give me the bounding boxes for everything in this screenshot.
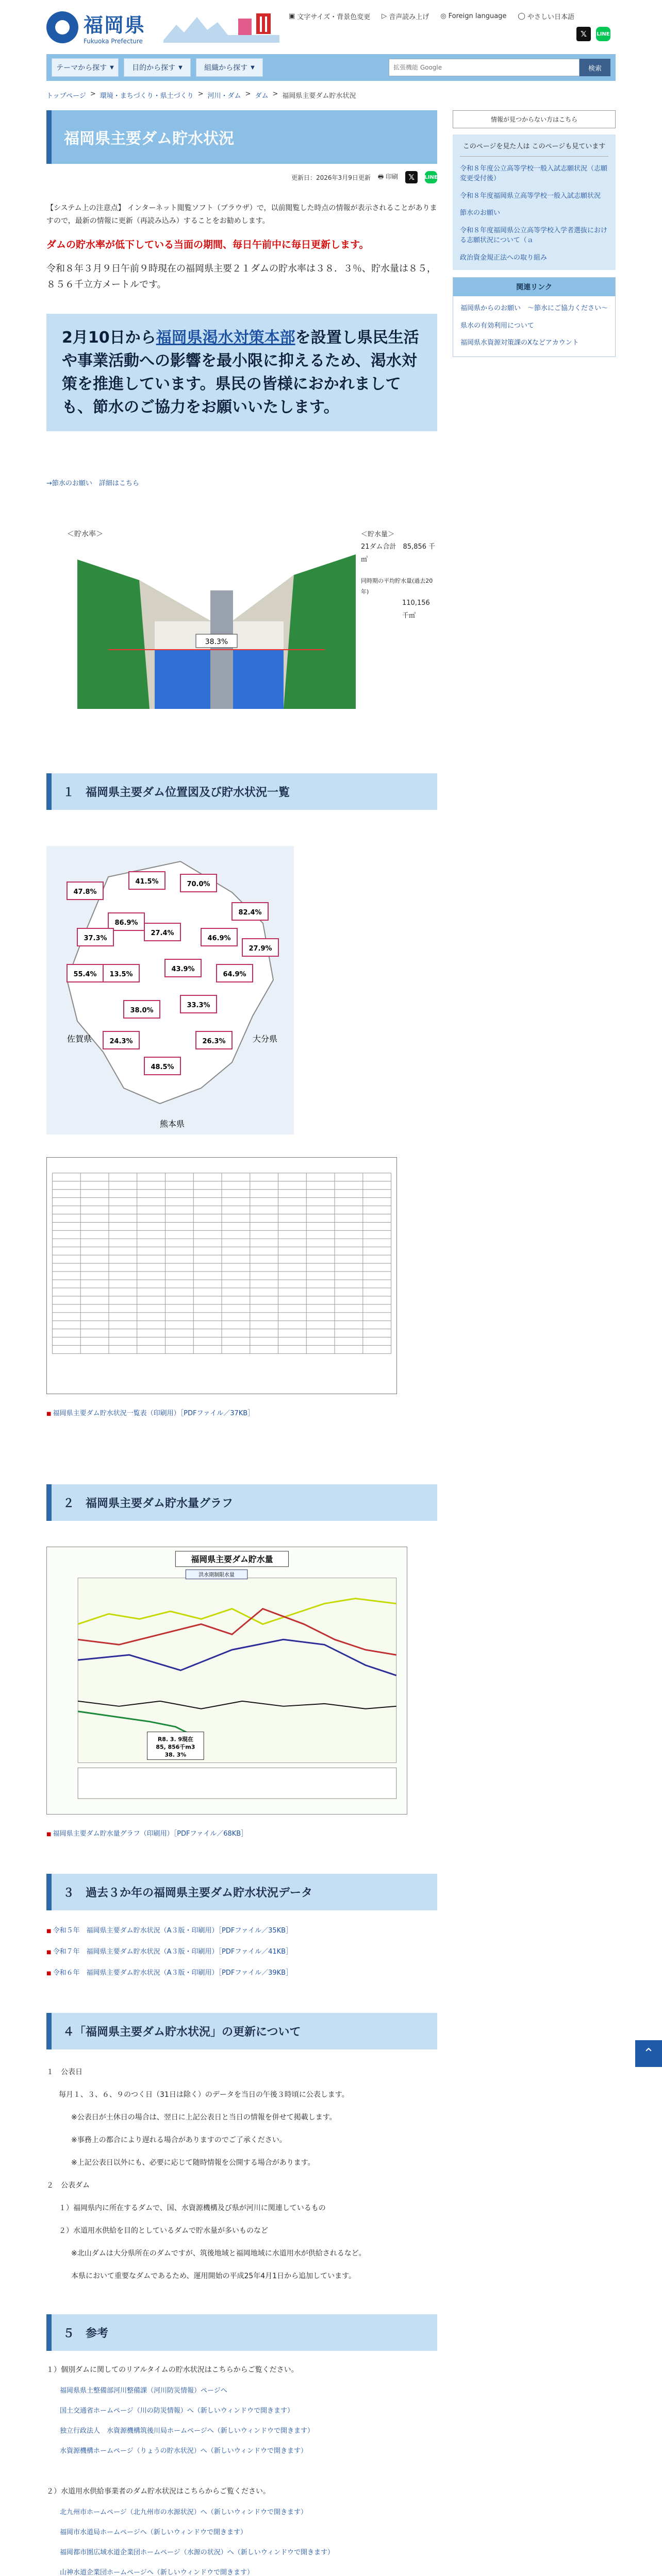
s3-pdf-link[interactable]: 令和５年 福岡県主要ダム貯水状況（A３版・印刷用）［PDFファイル／35KB］ (53, 1926, 293, 1935)
dam-volume-graph (46, 1547, 407, 1815)
print-button[interactable]: 🖶 印刷 (377, 173, 398, 180)
s4-text: ２）水道用水供給を目的としているダムで貯水量が多いものなど (59, 2226, 268, 2235)
reference-link[interactable]: 独立行政法人 水資源機構筑後川局ホームページへ（新しいウィンドウで開きます） (60, 2427, 314, 2435)
s4-subheading: ２ 公表ダム (46, 2181, 90, 2190)
map-dam-rate: 24.3% (109, 1037, 133, 1045)
map-dam-rate: 13.5% (109, 970, 133, 978)
s5-text: ２）水道用水供給事業者のダム貯水状況はこちらからご覧ください。 (46, 2487, 270, 2496)
s4-text: ※公表日が土休日の場合は、翌日に上記公表日と当日の情報を併せて掲載します。 (71, 2113, 337, 2122)
breadcrumb: トップページ > 環境・まちづくり・県土づくり > 河川・ダム > ダム > 福岡県主要ダム貯水状況 (46, 90, 356, 100)
update-notice: ダムの貯水率が低下している当面の期間、毎日午前中に毎日更新します。 (46, 239, 369, 251)
map-dam-rate: 46.9% (207, 934, 231, 942)
x-share-icon[interactable]: 𝕏 (405, 171, 418, 183)
map-dam-rate: 41.5% (135, 877, 159, 886)
text-size-link[interactable]: ▣ 文字サイズ・背景色変更 (289, 12, 371, 21)
nav-theme[interactable]: テーマから探す ▼ (52, 58, 119, 77)
s4-text: ※事務上の都合により遅れる場合がありますのでご了承ください。 (71, 2136, 287, 2144)
site-header (0, 0, 662, 54)
section-4-heading: ４「福岡県主要ダム貯水状況」の更新について (46, 2013, 437, 2049)
s4-text: １）福岡県内に所在するダムで、国、水資源機構及び県が河川に関連しているもの (59, 2204, 326, 2212)
main-content (46, 110, 437, 2576)
easy-japanese-link[interactable]: ◯ やさしい日本語 (518, 12, 574, 21)
breadcrumb-item[interactable]: 河川・ダム (207, 92, 241, 100)
chevron-down-icon: ▼ (251, 64, 255, 71)
sidebar (453, 110, 616, 2576)
map-dam-rate: 86.9% (114, 919, 138, 927)
map-dam-rate: 47.8% (73, 888, 97, 896)
section-5-heading: ５ 参考 (46, 2314, 437, 2351)
map-dam-rate: 38.0% (130, 1006, 154, 1014)
map-dam-rate: 33.3% (187, 1001, 210, 1009)
graph-title: 福岡県主要ダム貯水量 (191, 1554, 273, 1564)
recent-pages (453, 134, 616, 270)
map-label-kumamoto: 熊本県 (160, 1118, 185, 1129)
map-dam-rate: 43.9% (171, 965, 195, 973)
reference-link[interactable]: 山神水道企業団ホームページへ（新しいウィンドウで開きます） (60, 2568, 254, 2576)
foreign-language-link[interactable]: ◎ Foreign language (440, 12, 507, 20)
rate-label: ＜貯水率＞ (67, 530, 103, 538)
x-icon[interactable]: 𝕏 (576, 27, 591, 41)
countermeasure-hq-link[interactable]: 福岡県渇水対策本部 (156, 328, 295, 347)
map-label-saga: 佐賀県 (67, 1033, 92, 1044)
graph-callout-volume: 85, 856千m3 (156, 1743, 195, 1751)
section-2-heading: ２ 福岡県主要ダム貯水量グラフ (46, 1484, 437, 1521)
related-link[interactable]: 福岡県からのお願い ～節水にご協力ください～ (460, 304, 608, 312)
s3-pdf-link[interactable]: 令和７年 福岡県主要ダム貯水状況（A３版・印刷用）［PDFファイル／41KB］ (53, 1947, 293, 1956)
map-dam-rate: 27.9% (249, 944, 272, 953)
s2-pdf-link[interactable]: 福岡県主要ダム貯水量グラフ（印刷用）［PDFファイル／68KB］ (53, 1829, 248, 1838)
save-water-link[interactable]: →節水のお願い 詳細はこちら (46, 479, 139, 487)
reference-link[interactable]: 北九州市ホームページ（北九州市の水源状況）へ（新しいウィンドウで開きます） (60, 2508, 307, 2516)
breadcrumb-item[interactable]: トップページ (46, 92, 86, 100)
notfound-link[interactable]: 情報が見つからない方はこちら (453, 110, 616, 128)
chevron-up-icon: ⌃ (643, 2046, 654, 2061)
map-dam-rate: 70.0% (187, 880, 210, 888)
s5-text: １）個別ダムに関してのリアルタイムの貯水状況はこちらからご覧ください。 (46, 2365, 299, 2374)
recent-link[interactable]: 節水のお願い (460, 209, 501, 217)
recent-link[interactable]: 令和８年度公立高等学校一般入試志願状況（志願変更受付後） (460, 164, 608, 182)
map-dam-rate: 27.4% (151, 929, 174, 937)
related-links (453, 277, 616, 357)
total-volume: 21ダム合計 85,856 千㎥ (361, 543, 436, 564)
dam-status-table (46, 1157, 397, 1394)
updated-date: 更新日：2026年3月9日更新 (291, 174, 371, 181)
prefecture-emblem (46, 11, 78, 43)
related-link[interactable]: 県水の有効利用について (460, 321, 534, 330)
search-input[interactable] (389, 59, 580, 76)
graph-callout-rate: 38. 3% (164, 1751, 187, 1758)
map-dam-rate: 82.4% (238, 908, 262, 917)
breadcrumb-current: 福岡県主要ダム貯水状況 (282, 92, 356, 100)
related-title: 関連リンク (453, 278, 615, 296)
chevron-down-icon: ▼ (110, 64, 114, 71)
section-3-heading: ３ 過去３か年の福岡県主要ダム貯水状況データ (46, 1874, 437, 1910)
search-button[interactable]: 検索 (580, 59, 610, 76)
reference-link[interactable]: 国土交通省ホームページ（川の防災情報）へ（新しいウィンドウで開きます） (60, 2406, 294, 2415)
page-top-button[interactable] (635, 2040, 662, 2067)
reference-link[interactable]: 水資源機構ホームページ（りょうの貯水状況）へ（新しいウィンドウで開きます） (60, 2447, 307, 2455)
rate-value: 38.3% (205, 637, 228, 646)
breadcrumb-item[interactable]: ダム (255, 92, 269, 100)
site-logo[interactable] (46, 9, 279, 45)
recent-title: このページを見た人は このページも見ています (460, 142, 608, 157)
graph-legend: 洪水期制限水量 (198, 1572, 235, 1578)
section-1-heading: １ 福岡県主要ダム位置図及び貯水状況一覧 (46, 773, 437, 810)
s4-text: 毎月１、３、６、９のつく日（31日は除く）のデータを当日の午後３時頃に公表します。 (59, 2090, 349, 2099)
logo-subtitle: Fukuoka Prefecture (84, 38, 143, 45)
reference-link[interactable]: 福岡都市圏広域水道企業団ホームページ（水源の状況）へ（新しいウィンドウで開きます） (60, 2548, 334, 2556)
recent-link[interactable]: 令和８年度福岡県公立高等学校入学者選抜における志願状況について（ａ (460, 226, 608, 244)
breadcrumb-item[interactable]: 環境・まちづくり・県土づくり (100, 92, 194, 100)
dam-diagram (77, 549, 356, 709)
avg-volume-value: 110,156 千㎥ (402, 599, 430, 620)
s4-text: 本県において重要なダムであるため、運用開始の平成25年4月1日から追加しています。 (71, 2272, 356, 2280)
map-dam-rate: 26.3% (202, 1037, 226, 1045)
s1-pdf-link[interactable]: 福岡県主要ダム貯水状況一覧表（印刷用）［PDFファイル／37KB］ (53, 1409, 255, 1417)
map-dam-rate: 48.5% (151, 1063, 174, 1071)
chevron-down-icon: ▼ (178, 64, 183, 71)
dam-illustration (46, 529, 437, 714)
volume-label: ＜貯水量＞ (361, 530, 395, 538)
water-saving-appeal: 2月10日から福岡県渇水対策本部を設置し県民生活や事業活動への影響を最小限に抑えるため、渇水対策を推進しています。県民の皆様におかれましても、節水のご協力をお願いいたします。 (46, 314, 437, 431)
line-icon[interactable]: LINE (596, 27, 610, 41)
s4-text: ※北山ダムは大分県所在のダムですが、筑後地域と福岡地域に水道用水が供給されるなど。 (71, 2249, 366, 2258)
reference-link[interactable]: 福岡県県土整備部河川整備課（河川防災情報）ページへ (60, 2386, 227, 2395)
s4-subheading: １ 公表日 (46, 2067, 82, 2076)
recent-link[interactable]: 政治資金規正法への取り組み (460, 253, 548, 262)
map-dam-rate: 64.9% (223, 970, 246, 978)
logo-name: 福岡県 (84, 14, 146, 37)
map-dam-rate: 37.3% (84, 934, 107, 942)
nav-purpose[interactable]: 目的から探す ▼ (124, 58, 191, 77)
line-share-icon[interactable]: LINE (425, 171, 437, 183)
logo-illustration (161, 9, 279, 45)
s3-pdf-link[interactable]: 令和６年 福岡県主要ダム貯水状況（A３版・印刷用）［PDFファイル／39KB］ (53, 1969, 293, 1977)
system-notice: 【システム上の注意点】 インターネット閲覧ソフト（ブラウザ）で，以前閲覧した時点の情報が表示されることがありますので，最新の情報に更新（再読み込み）することをお勧めします。 (46, 204, 437, 226)
reference-link[interactable]: 福岡市水道局ホームページへ（新しいウィンドウで開きます） (60, 2528, 247, 2536)
nav-organization[interactable]: 組織から探す ▼ (196, 58, 263, 77)
map-label-oita: 大分県 (253, 1033, 278, 1044)
related-link[interactable]: 福岡県水資源対策課のXなどアカウント (460, 339, 579, 347)
avg-volume-label: 同時期の平均貯水量(過去20年) (361, 577, 433, 595)
current-status: 令和８年３月９日午前９時現在の福岡県主要２１ダムの貯水率は３８．３％、貯水量は８５，８５６千立方メートルです。 (46, 263, 436, 290)
graph-callout-date: R8. 3. 9現在 (157, 1736, 193, 1743)
global-nav (46, 54, 616, 81)
s4-text: ※上記公表日以外にも、必要に応じて随時情報を公開する場合があります。 (71, 2158, 315, 2167)
read-aloud-link[interactable]: ▷ 音声読み上げ (382, 12, 429, 21)
site-search (389, 59, 610, 76)
recent-link[interactable]: 令和８年度福岡県立高等学校一般入試志願状況 (460, 192, 601, 200)
page-title: 福岡県主要ダム貯水状況 (46, 110, 437, 164)
dam-location-map (46, 846, 294, 1134)
map-dam-rate: 55.4% (73, 970, 97, 978)
